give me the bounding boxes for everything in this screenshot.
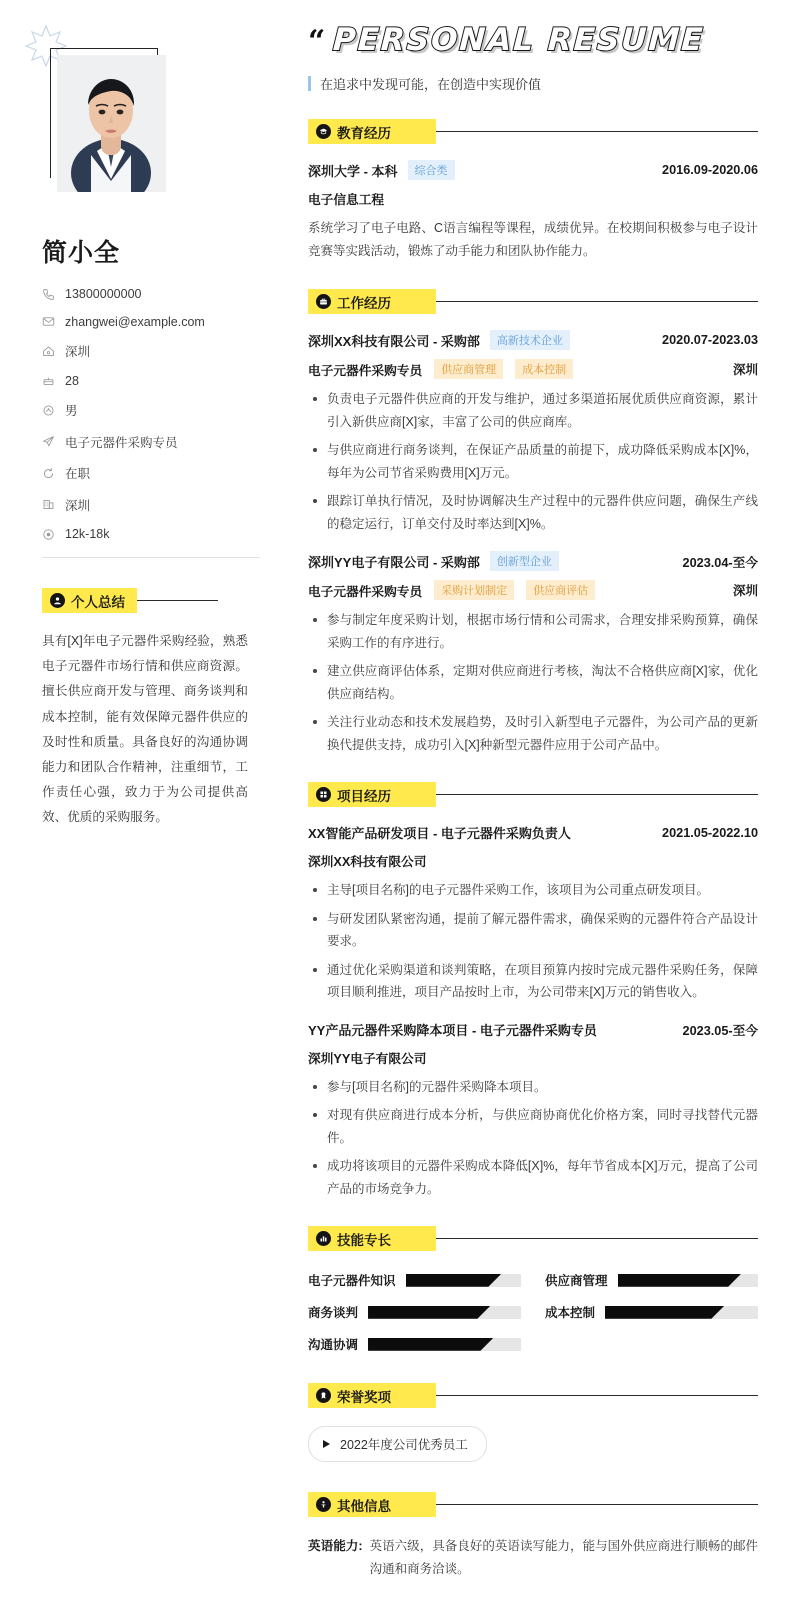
contact-value: 男 [65,404,78,418]
list-item: 与研发团队紧密沟通，提前了解元器件需求，确保采购的元器件符合产品设计要求。 [308,908,758,953]
list-item: 成功将该项目的元器件采购成本降低[X]%，每年节省成本[X]万元，提高了公司产品的市场竞争力。 [308,1155,758,1200]
summary-text: 具有[X]年电子元器件采购经验，熟悉电子元器件市场行情和供应商资源。擅长供应商开发与管理、商务谈判和成本控制，能有效保障元器件供应的及时性和质量。具备良好的沟通协调能力和团队合作精神，注重细节，工作责任心强，致力于为公司提供高效、优质的采购服务。 [42,634,248,825]
work-bullets [308,388,758,535]
work-entry [308,330,758,535]
section-header-summary [42,588,218,613]
work-bullets [308,609,758,756]
subtitle-row [308,74,758,93]
list-item: 跟踪订单执行情况，及时协调解决生产过程中的元器件供应问题，确保生产线的稳定运行，订单交付及时率达到[X]%。 [308,490,758,535]
project-name: XX智能产品研发项目 - 电子元器件采购负责人 [308,826,571,842]
subtitle: 在追求中发现可能，在创造中实现价值 [320,77,542,92]
contact-item-city [42,496,290,514]
person-name: 简小全 [42,239,121,267]
contact-item-gender [42,401,290,419]
role-tag: 成本控制 [515,359,573,379]
contact-value: 13800000000 [65,287,142,301]
company-tag: 高新技术企业 [490,330,570,350]
list-item: 参与[项目名称]的元器件采购降本项目。 [308,1076,758,1099]
play-triangle-icon [323,1440,330,1448]
project-header-row [308,1020,758,1039]
skill-label: 沟通协调 [308,1338,359,1353]
skill-item [308,1335,521,1353]
contact-value: 深圳 [65,345,91,359]
mail-icon [42,315,61,328]
work-entry [308,551,758,756]
section-header-projects [308,782,758,807]
contact-item-phone [42,287,290,301]
list-item: 通过优化采购渠道和谈判策略，在项目预算内按时完成元器件采购任务，保障项目顺利推进，项目产品按时上市，为公司带来[X]万元的销售收入。 [308,959,758,1004]
skill-label: 商务谈判 [308,1306,359,1321]
paper-plane-icon [42,435,61,448]
section-header-other [308,1492,758,1517]
info-icon [316,1497,331,1512]
projects-tag [308,782,436,807]
projects-title: 项目经历 [337,788,391,804]
quote-mark-icon: “ [308,24,326,59]
project-date: 2021.05-2022.10 [662,825,758,840]
contact-item-email [42,315,290,329]
phone-icon [42,288,61,301]
company-name: 深圳YY电子有限公司 - 采购部 [308,554,480,570]
refresh-icon [42,467,61,480]
skill-label: 电子元器件知识 [308,1274,396,1289]
work-title: 工作经历 [337,295,391,311]
briefcase-icon [316,294,331,309]
honor-item[interactable] [308,1426,487,1462]
other-tag [308,1492,436,1517]
sidebar [0,0,290,1608]
list-item: 与供应商进行商务谈判，在保证产品质量的前提下，成功降低采购成本[X]%，每年为公司节省采购费用[X]万元。 [308,439,758,484]
user-icon [50,593,65,608]
project-bullets [308,879,758,1004]
contact-value: 电子元器件采购专员 [65,435,178,450]
avatar [57,55,166,192]
list-item: 对现有供应商进行成本分析，与供应商协商优化价格方案，同时寻找替代元器件。 [308,1104,758,1149]
photo-block [0,22,290,227]
project-entry [308,823,758,1004]
skill-bar-track [605,1306,758,1319]
contact-value: zhangwei@example.com [65,314,205,329]
graduation-icon [316,124,331,139]
skill-item [545,1271,758,1289]
education-tag [308,119,436,144]
honors-tag [308,1383,436,1408]
section-header-work [308,289,758,314]
sidebar-divider [42,557,260,558]
main-content [290,0,794,1608]
project-company: 深圳XX科技有限公司 [308,855,427,870]
header-rule [436,1395,758,1396]
skill-label: 成本控制 [545,1306,596,1321]
contact-value: 28 [65,373,79,388]
project-bullets [308,1076,758,1201]
chart-icon [316,1231,331,1246]
header-rule [436,131,758,132]
contact-value: 12k-18k [65,527,110,541]
project-company: 深圳YY电子有限公司 [308,1051,427,1066]
other-value: 英语六级，具备良好的英语读写能力，能与国外供应商进行顺畅的邮件沟通和商务洽谈。 [369,1539,758,1577]
coin-icon [42,528,61,541]
contact-item-salary [42,527,290,541]
project-date: 2023.05-至今 [682,1023,758,1038]
education-title: 教育经历 [337,125,391,141]
work-company-row [308,551,758,571]
work-role-row [308,359,758,379]
work-location: 深圳 [732,363,758,378]
summary-tag [42,588,137,613]
skill-bar-track [368,1306,521,1319]
education-major: 电子信息工程 [308,193,385,207]
list-item: 主导[项目名称]的电子元器件采购工作，该项目为公司重点研发项目。 [308,879,758,902]
contact-value: 深圳 [65,498,91,513]
skills-grid [308,1271,758,1353]
skill-bar-fill [368,1306,490,1319]
honor-list [308,1426,758,1462]
section-header-education [308,119,758,144]
role-name: 电子元器件采购专员 [308,584,423,599]
skills-tag [308,1226,436,1251]
school-name: 深圳大学 - 本科 [308,163,398,179]
grid-icon [316,787,331,802]
skill-item [308,1303,521,1321]
role-tag: 采购计划制定 [434,580,514,600]
skill-label: 供应商管理 [545,1274,608,1289]
skill-item [545,1303,758,1321]
medal-icon [316,1388,331,1403]
role-name: 电子元器件采购专员 [308,363,423,378]
company-name: 深圳XX科技有限公司 - 采购部 [308,333,480,349]
gender-icon [42,404,61,417]
skill-bar-track [618,1274,758,1287]
contact-item-job-title [42,433,290,451]
skill-bar-track [406,1274,521,1287]
project-entry [308,1020,758,1201]
cake-icon [42,374,61,387]
work-date: 2020.07-2023.03 [662,333,758,348]
role-tag: 供应商管理 [434,359,503,379]
header-rule [436,794,758,795]
project-name: YY产品元器件采购降本项目 - 电子元器件采购专员 [308,1022,597,1038]
contact-value: 在职 [65,467,91,481]
skill-item [308,1271,521,1289]
other-title: 其他信息 [337,1498,391,1514]
summary-title: 个人总结 [71,594,125,610]
honor-label: 2022年度公司优秀员工 [340,1438,468,1453]
skill-bar-fill [406,1274,502,1287]
work-date: 2023.04-至今 [682,555,758,570]
header-rule [436,1238,758,1239]
other-label: 英语能力: [308,1539,363,1554]
list-item: 负责电子元器件供应商的开发与维护，通过多渠道拓展优质供应商资源，累计引入新供应商[X]家，丰富了公司的供应商库。 [308,388,758,433]
list-item: 参与制定年度采购计划，根据市场行情和公司需求，合理安排采购预算，确保采购工作的有序进行。 [308,609,758,654]
education-entry [308,160,758,263]
contact-item-age [42,374,290,388]
resume-title-block [308,22,758,58]
section-header-honors [308,1383,758,1408]
work-location: 深圳 [732,584,758,599]
school-tag: 综合类 [408,160,455,180]
skill-bar-track [368,1338,521,1351]
list-item: 关注行业动态和技术发展趋势，及时引入新型电子元器件，为公司产品的更新换代提供支持，成功引入[X]种新型元器件应用于公司产品中。 [308,711,758,756]
header-rule [436,301,758,302]
contact-item-home [42,342,290,360]
skill-bar-fill [605,1306,724,1319]
section-header-skills [308,1226,758,1251]
contact-list [42,287,290,541]
education-row [308,160,758,180]
other-row [308,1535,758,1581]
skill-bar-fill [368,1338,493,1351]
company-tag: 创新型企业 [490,551,559,571]
skills-title: 技能专长 [337,1232,391,1248]
contact-item-status [42,464,290,482]
header-rule [436,1504,758,1505]
page-title: PERSONAL RESUME [332,22,706,58]
home-icon [42,345,61,358]
work-role-row [308,580,758,600]
building-icon [42,498,61,511]
project-header-row [308,823,758,842]
education-description: 系统学习了电子电路、C语言编程等课程，成绩优异。在校期间积极参与电子设计竞赛等实践活动，锻炼了动手能力和团队协作能力。 [308,221,758,259]
skill-bar-fill [618,1274,742,1287]
work-company-row [308,330,758,350]
honors-title: 荣誉奖项 [337,1389,391,1405]
work-tag [308,289,436,314]
list-item: 建立供应商评估体系，定期对供应商进行考核，淘汰不合格供应商[X]家，优化供应商结构。 [308,660,758,705]
subtitle-accent-bar [308,76,311,91]
role-tag: 供应商评估 [526,580,595,600]
education-date: 2016.09-2020.06 [662,163,758,177]
header-rule [137,600,218,601]
